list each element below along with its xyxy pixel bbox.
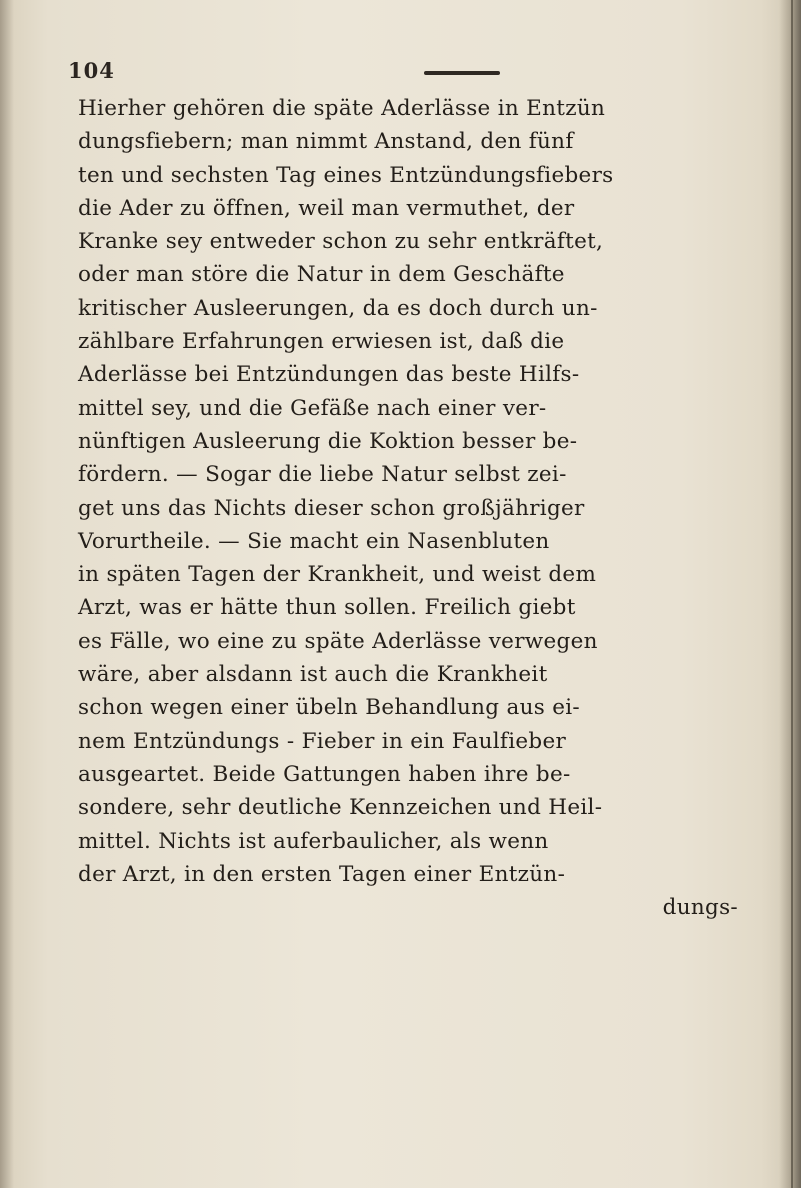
text-line: mittel. Nichts ist auferbaulicher, als wenn [78, 828, 549, 854]
text-line: ausgeartet. Beide Gattungen haben ihre be- [78, 761, 571, 787]
text-line: oder man störe die Natur in dem Geschäfte [78, 262, 565, 288]
body-text [78, 92, 778, 924]
text-line: wäre, aber alsdann ist auch die Krankheit [78, 662, 548, 688]
text-line: in späten Tagen der Krankheit, und weist dem [78, 562, 597, 588]
text-line: Arzt, was er hätte thun sollen. Freilich giebt [78, 595, 576, 621]
text-line: nünftigen Ausleerung die Koktion besser be- [78, 428, 578, 454]
text-line: mittel sey, und die Gefäße nach einer ver- [78, 395, 547, 421]
text-line: Aderlässe bei Entzündungen das beste Hilfs- [78, 362, 580, 388]
text-line: nem Entzündungs - Fieber in ein Faulfieber [78, 728, 567, 754]
header-rule [424, 71, 500, 75]
catchword: dungs- [662, 895, 738, 921]
text-line: sondere, sehr deutliche Kennzeichen und Heil- [78, 795, 603, 821]
text-line: fördern. — Sogar die liebe Natur selbst zei- [78, 462, 567, 488]
text-line: dungsfiebern; man nimmt Anstand, den fünf [78, 129, 574, 155]
text-line: der Arzt, in den ersten Tagen einer Entzün- [78, 861, 566, 887]
text-line: kritischer Ausleerungen, da es doch durch un- [78, 295, 598, 321]
text-line: schon wegen einer übeln Behandlung aus ei- [78, 695, 580, 721]
text-line: die Ader zu öffnen, weil man vermuthet, der [78, 195, 575, 221]
page-edge-line [791, 0, 793, 1188]
text-line: get uns das Nichts dieser schon großjähriger [78, 495, 585, 521]
text-line: ten und sechsten Tag eines Entzündungsfiebers [78, 162, 614, 188]
page-number: 104 [68, 58, 115, 83]
text-line: Hierher gehören die späte Aderlässe in Entzün [78, 96, 606, 121]
text-line: Kranke sey entweder schon zu sehr entkräftet, [78, 229, 604, 255]
page-left-edge-shadow [0, 0, 14, 1188]
text-line: es Fälle, wo eine zu späte Aderlässe verwegen [78, 628, 598, 654]
text-line: zählbare Erfahrungen erwiesen ist, daß die [78, 329, 565, 355]
text-line: Vorurtheile. — Sie macht ein Nasenbluten [78, 528, 550, 554]
page-gutter-shadow [779, 0, 801, 1188]
